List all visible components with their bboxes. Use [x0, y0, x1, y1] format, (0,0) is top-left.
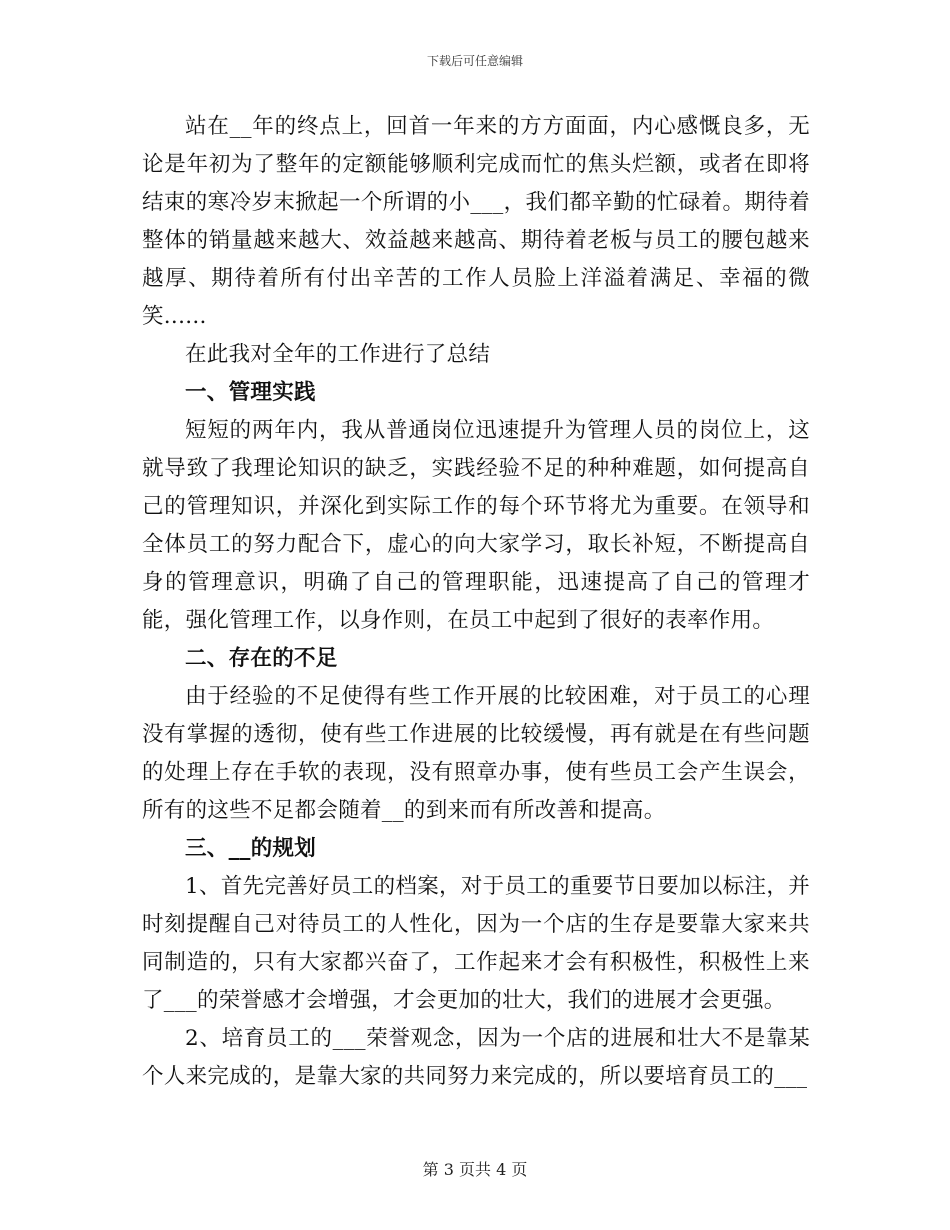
paragraph-plan-item-2: 2、培育员工的___荣誉观念，因为一个店的进展和壮大不是靠某个人来完成的，是靠大家的共同努力来完成的，所以要培育员工的___: [142, 1026, 810, 1089]
section-heading-shortcomings: 二、存在的不足: [185, 646, 338, 671]
paragraph-plan-item-1: 1、首先完善好员工的档案，对于员工的重要节日要加以标注，并时刻提醒自己对待员工的人性化，因为一个店的生存是要靠大家来共同制造的，只有大家都兴奋了，工作起来才会有积极性，积极性上来了___的荣誉感才会增强，才会更加的壮大，我们的进展才会更强。: [142, 874, 810, 1013]
section-heading-management: 一、管理实践: [185, 380, 316, 405]
paragraph-shortcomings: 由于经验的不足使得有些工作开展的比较困难，对于员工的心理没有掌握的透彻，使有些工作进展的比较缓慢，再有就是在有些问题的处理上存在手软的表现，没有照章办事，使有些员工会产生误会，所有的这些不足都会随着__的到来而有所改善和提高。: [142, 684, 810, 823]
paragraph-intro: 站在__年的终点上，回首一年来的方方面面，内心感慨良多，无论是年初为了整年的定额能够顺利完成而忙的焦头烂额，或者在即将结束的寒冷岁末掀起一个所谓的小___，我们都辛勤的忙碌着。期待着整体的销量越来越大、效益越来越高、期待着老板与员工的腰包越来越厚、期待着所有付出辛苦的工作人员脸上洋溢着满足、幸福的微笑......: [142, 114, 810, 329]
section-heading-plan: 三、__的规划: [185, 836, 317, 861]
paragraph-summary-lead: 在此我对全年的工作进行了总结: [185, 342, 491, 367]
page-footer: 第 3 页共 4 页: [422, 1160, 528, 1179]
paragraph-management: 短短的两年内，我从普通岗位迅速提升为管理人员的岗位上，这就导致了我理论知识的缺乏，实践经验不足的种种难题，如何提高自己的管理知识，并深化到实际工作的每个环节将尤为重要。在领导和全体员工的努力配合下，虚心的向大家学习，取长补短，不断提高自身的管理意识，明确了自己的管理职能，迅速提高了自己的管理才能，强化管理工作，以身作则，在员工中起到了很好的表率作用。: [142, 418, 810, 633]
page-header: 下载后可任意编辑: [426, 54, 523, 68]
document-body: [142, 108, 810, 1096]
